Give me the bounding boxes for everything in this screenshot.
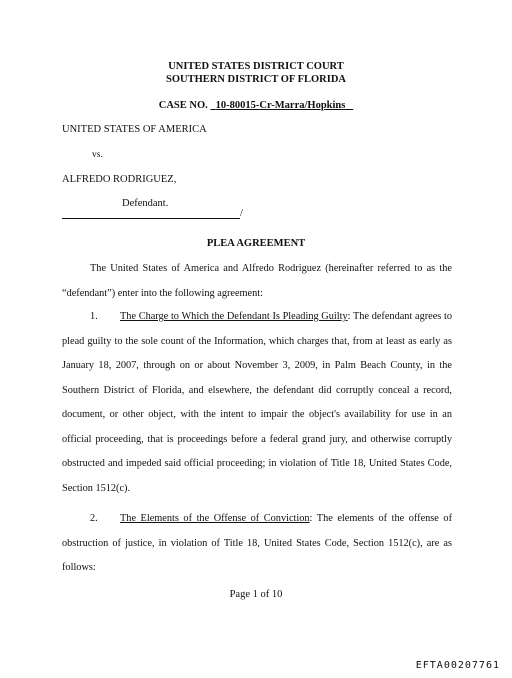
paragraph-1-heading: The Charge to Which the Defendant Is Pleading Guilty [120, 311, 348, 322]
court-district: SOUTHERN DISTRICT OF FLORIDA [166, 74, 346, 85]
paragraph-2-heading: The Elements of the Offense of Conviction [120, 513, 310, 524]
paragraph-1-number: 1. [90, 311, 98, 322]
paragraph-2-body: : The elements of the offense of obstruction of justice, in violation of Title 18, United States Code, Section 1512(c), are as follows: [62, 513, 452, 573]
defendant-label: Defendant. [122, 198, 169, 209]
paragraph-2 [62, 507, 452, 581]
plaintiff: UNITED STATES OF AMERICA [62, 124, 207, 135]
intro-paragraph: The United States of America and Alfredo Rodriguez (hereinafter referred to as the “defendant”) enter into the following agreement: [62, 263, 452, 299]
court-heading [0, 60, 512, 86]
page-number: Page 1 of 10 [229, 589, 283, 600]
paragraph-1 [62, 305, 452, 501]
document-title: PLEA AGREEMENT [206, 238, 306, 249]
defendant-name: ALFREDO RODRIGUEZ, [62, 174, 177, 185]
caption-rule [62, 208, 240, 219]
paragraph-1-body: : The defendant agrees to plead guilty to the sole count of the Information, which charges that, from at least as early as January 18, 2007, through on or about November 3, 2009, in Palm Beach County, in the Southern District of Florida, and elsewhere, the defendant did corruptly conceal a record, document, or other object, with the intent to impair the object's availability for use in an official proceeding, that is proceedings before a federal grand jury, and otherwise corruptly obstructed and impeded said official proceeding; in violation of Title 18, United States Code, Section 1512(c). [62, 311, 452, 494]
bates-stamp: EFTA00207761 [415, 660, 500, 671]
case-prefix: CASE NO. [158, 100, 208, 111]
case-number-line [0, 100, 512, 111]
case-number: 10-80015-Cr-Marra/Hopkins [215, 100, 346, 111]
paragraph-2-number: 2. [90, 513, 98, 524]
caption-slash: / [240, 208, 243, 219]
court-name: UNITED STATES DISTRICT COURT [168, 61, 344, 72]
versus: vs. [92, 150, 103, 160]
